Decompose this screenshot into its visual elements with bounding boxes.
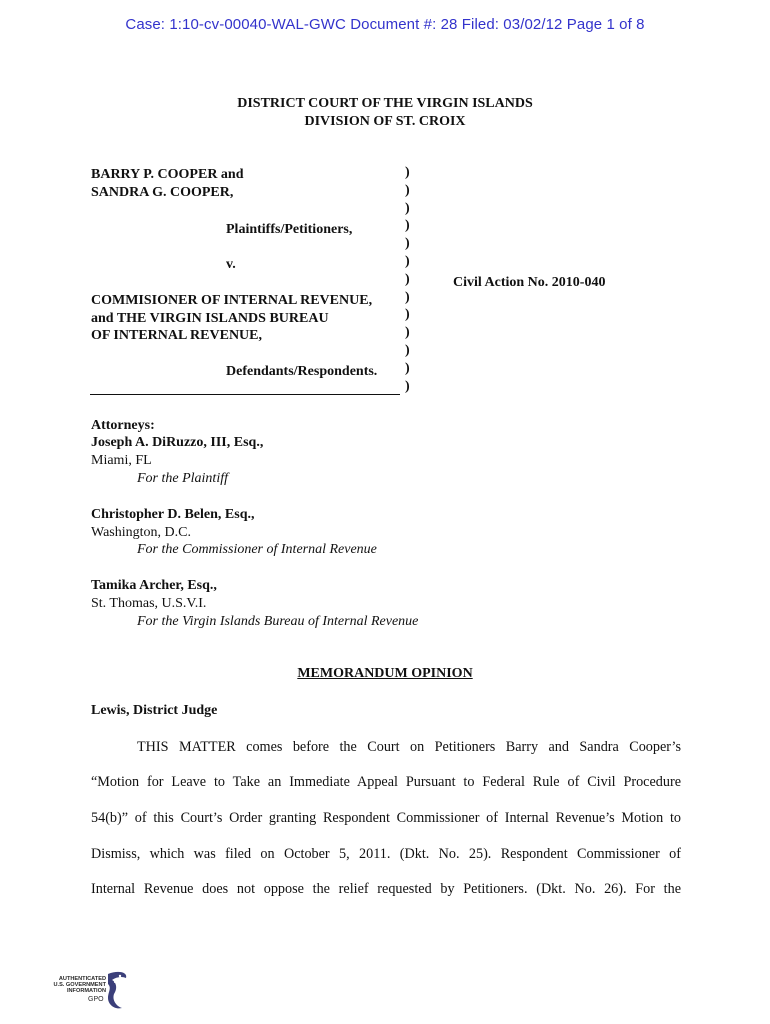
body-line: Internal Revenue does not oppose the relief requested by Petitioners. (Dkt. No. 26). For the [91,881,681,897]
paren: ) [405,289,410,305]
paren: ) [405,218,410,234]
caption-rule [90,394,400,395]
memorandum-title: MEMORANDUM OPINION [297,666,473,681]
court-division: DIVISION OF ST. CROIX [304,114,466,129]
attorney-name: Joseph A. DiRuzzo, III, Esq., [91,435,264,450]
attorney-city: St. Thomas, U.S.V.I. [91,596,207,611]
court-name: DISTRICT COURT OF THE VIRGIN ISLANDS [237,96,533,111]
attorney-name: Tamika Archer, Esq., [91,578,217,593]
versus: v. [226,257,236,272]
attorneys-heading: Attorneys: [91,418,155,433]
plaintiff-line-1: BARRY P. COOPER and [91,167,244,182]
civil-action-number: Civil Action No. 2010-040 [453,275,606,290]
caption-parentheses [405,164,410,395]
paren: ) [405,165,410,180]
plaintiff-role: Plaintiffs/Petitioners, [226,222,353,237]
plaintiff-line-2: SANDRA G. COOPER, [91,185,234,200]
paren: ) [405,342,410,358]
paren: ) [405,182,410,198]
eagle-icon [44,968,134,1016]
attorney-represents: For the Commissioner of Internal Revenue [137,542,377,557]
defendant-line-1: COMMISIONER OF INTERNAL REVENUE, [91,293,373,308]
paren: ) [405,378,410,394]
paren: ) [405,360,410,376]
case-header-stamp: Case: 1:10-cv-00040-WAL-GWC Document #: 28 Filed: 03/02/12 Page 1 of 8 [125,16,645,33]
judge-line: Lewis, District Judge [91,703,218,718]
body-line: 54(b)” of this Court’s Order granting Respondent Commissioner of Internal Revenue’s Motion to [91,810,681,826]
defendant-line-2: and THE VIRGIN ISLANDS BUREAU [91,311,329,326]
body-line: “Motion for Leave to Take an Immediate Appeal Pursuant to Federal Rule of Civil Procedure [91,774,681,790]
attorney-represents: For the Virgin Islands Bureau of Internal Revenue [137,614,419,629]
attorney-city: Miami, FL [91,453,152,468]
defendant-line-3: OF INTERNAL REVENUE, [91,328,263,343]
attorney-city: Washington, D.C. [91,525,191,540]
defendant-role: Defendants/Respondents. [226,364,378,379]
body-line: Dismiss, which was filed on October 5, 2011. (Dkt. No. 25). Respondent Commissioner of [91,846,681,862]
paren: ) [405,271,410,287]
body-line: THIS MATTER comes before the Court on Petitioners Barry and Sandra Cooper’s [137,739,681,755]
paren: ) [405,253,410,269]
attorney-name: Christopher D. Belen, Esq., [91,507,255,522]
gpo-authentication-logo [44,968,134,1016]
paren: ) [405,325,410,341]
logo-text: AUTHENTICATED U.S. GOVERNMENT INFORMATION [53,976,106,995]
paren: ) [405,307,410,323]
gpo-mark: GPO [88,996,104,1003]
paren: ) [405,236,410,252]
paren: ) [405,200,410,216]
attorney-represents: For the Plaintiff [137,471,228,486]
